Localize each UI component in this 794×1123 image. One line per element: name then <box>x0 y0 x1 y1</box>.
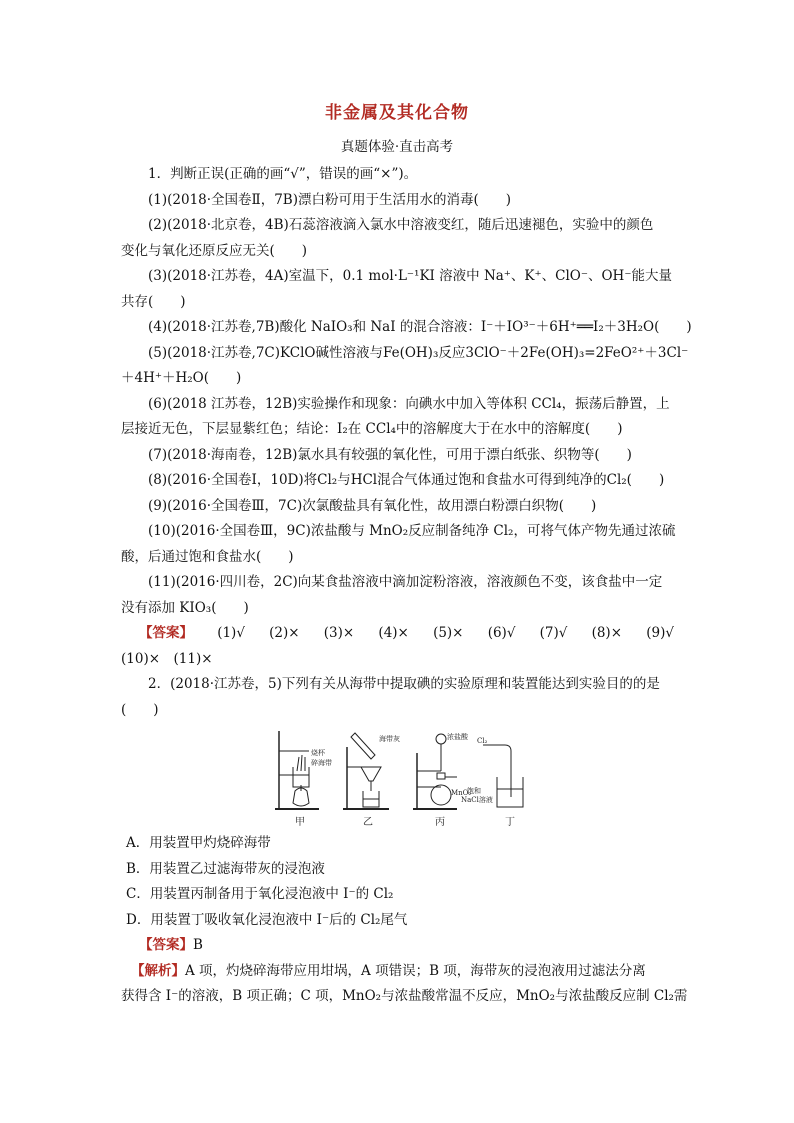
q1-item-2-cont: 变化与氧化还原反应无关( ) <box>121 242 308 259</box>
answer-item: (6)√ <box>487 625 516 641</box>
apparatus-jia <box>275 731 332 828</box>
answer-item: (1)√ <box>217 625 245 641</box>
label-ash: 海带灰 <box>379 735 400 743</box>
section-subtitle: 真题体验·直击高考 <box>340 139 454 155</box>
q1-item-10: (10)(2016·全国卷Ⅲ，9C)浓盐酸与 MnO₂反应制备纯净 Cl₂，可将气体产物先通过浓硫 <box>148 523 676 539</box>
q1-answer-tail: (10)× (11)× <box>121 650 213 667</box>
q1-item-4: (4)(2018·江苏卷,7B)酸化 NaIO₃和 NaI 的混合溶液：I⁻＋IO³⁻＋6H⁺══I₂＋3H₂O( ) <box>148 319 692 335</box>
answer-label: 【答案】 <box>139 937 193 953</box>
apparatus-ding <box>461 737 523 828</box>
q2-analysis-cont: 获得含 I⁻的溶液，B 项正确；C 项，MnO₂与浓盐酸常温不反应，MnO₂与浓盐酸反应制 Cl₂需 <box>121 988 688 1004</box>
apparatus-figure <box>121 723 674 831</box>
document-body <box>121 162 692 1010</box>
analysis-label: 【解析】 <box>131 962 185 979</box>
q1-item-2: (2)(2018·北京卷，4B)石蕊溶液滴入氯水中溶液变红，随后迅速褪色，实验中的颜色 <box>148 217 654 233</box>
label-nacl-1: 饱和 <box>467 787 481 795</box>
q1-item-5-cont: ＋4H⁺＋H₂O( ) <box>121 370 242 386</box>
option-a: A．用装置甲灼烧碎海带 <box>126 835 271 851</box>
q1-item-5: (5)(2018·江苏卷,7C)KClO碱性溶液与Fe(OH)₃反应3ClO⁻＋2Fe(OH)₃=2FeO²⁺＋3Cl⁻ <box>148 344 689 361</box>
apparatus-diagram <box>271 727 531 831</box>
q1-item-11: (11)(2016·四川卷，2C)向某食盐溶液中滴加淀粉溶液，溶液颜色不变，该食盐中一定 <box>148 574 663 590</box>
label-cl2: Cl₂ <box>477 737 488 745</box>
q1-item-3-cont: 共存( ) <box>121 293 186 310</box>
option-b: B．用装置乙过滤海带灰的浸泡液 <box>126 860 325 877</box>
answer-item: (8)× <box>591 625 623 641</box>
q2-answer-row <box>121 933 674 959</box>
caption-ding: 丁 <box>505 817 515 828</box>
answer-item: (2)× <box>269 625 300 641</box>
question-2-stem-cont: ( ) <box>121 701 159 718</box>
answer-item: (3)× <box>323 625 355 641</box>
q2-analysis-row <box>121 959 674 985</box>
q1-item-7: (7)(2018·海南卷，12B)氯水具有较强的氧化性，可用于漂白纸张、织物等( ) <box>148 446 632 463</box>
apparatus-yi <box>343 733 400 828</box>
label-beaker: 烧杯 <box>311 749 325 757</box>
q1-item-9: (9)(2016·全国卷Ⅲ，7C)次氯酸盐具有氧化性，故用漂白粉漂白织物( ) <box>148 497 597 514</box>
answer-item: (5)× <box>433 625 464 641</box>
answer-value: B <box>193 937 203 953</box>
caption-bing: 丙 <box>435 817 445 828</box>
label-seaweed: 碎海带 <box>311 759 332 767</box>
label-hcl: 浓盐酸 <box>447 733 468 741</box>
option-d: D．用装置丁吸收氧化浸泡液中 I⁻后的 Cl₂尾气 <box>126 911 408 928</box>
option-c: C．用装置丙制备用于氧化浸泡液中 I⁻的 Cl₂ <box>126 886 394 902</box>
q1-item-6: (6)(2018 江苏卷，12B)实验操作和现象：向碘水中加入等体积 CCl₄，振荡后静置，上 <box>148 395 670 412</box>
q1-item-8: (8)(2016·全国卷Ⅰ，10D)将Cl₂与HCl混合气体通过饱和食盐水可得到纯净的Cl₂( ) <box>148 472 665 488</box>
answer-item: (4)× <box>378 625 409 641</box>
answer-label: 【答案】 <box>139 625 193 641</box>
question-1-stem: 1．判断正误(正确的画“√”，错误的画“×”)。 <box>148 166 418 182</box>
q1-item-11-cont: 没有添加 KIO₃( ) <box>121 599 249 616</box>
q1-item-6-cont: 层接近无色，下层显紫红色；结论：I₂在 CCl₄中的溶解度大于在水中的溶解度( ) <box>121 421 623 437</box>
answer-item: (7)√ <box>539 625 568 641</box>
label-mno2: MnO₂ <box>451 789 472 797</box>
q1-item-1: (1)(2018·全国卷Ⅱ，7B)漂白粉可用于生活用水的消毒( ) <box>148 191 512 208</box>
caption-yi: 乙 <box>363 817 373 828</box>
label-nacl-2: NaCl溶液 <box>461 796 493 804</box>
q1-answer-row <box>121 621 674 647</box>
q1-item-3: (3)(2018·江苏卷，4A)室温下，0.1 mol·L⁻¹KI 溶液中 Na⁺、K⁺、ClO⁻、OH⁻能大量 <box>148 268 672 284</box>
answer-item: (9)√ <box>646 625 674 641</box>
analysis-text: A 项，灼烧碎海带应用坩埚，A 项错误；B 项，海带灰的浸泡液用过滤法分离 <box>185 962 646 979</box>
caption-jia: 甲 <box>295 817 305 828</box>
question-2-stem: 2．(2018·江苏卷，5)下列有关从海带中提取碘的实验原理和装置能达到实验目的的是 <box>148 676 660 692</box>
page-title: 非金属及其化合物 <box>325 103 469 123</box>
q1-item-10-cont: 酸，后通过饱和食盐水( ) <box>121 548 294 565</box>
apparatus-bing <box>413 732 471 828</box>
